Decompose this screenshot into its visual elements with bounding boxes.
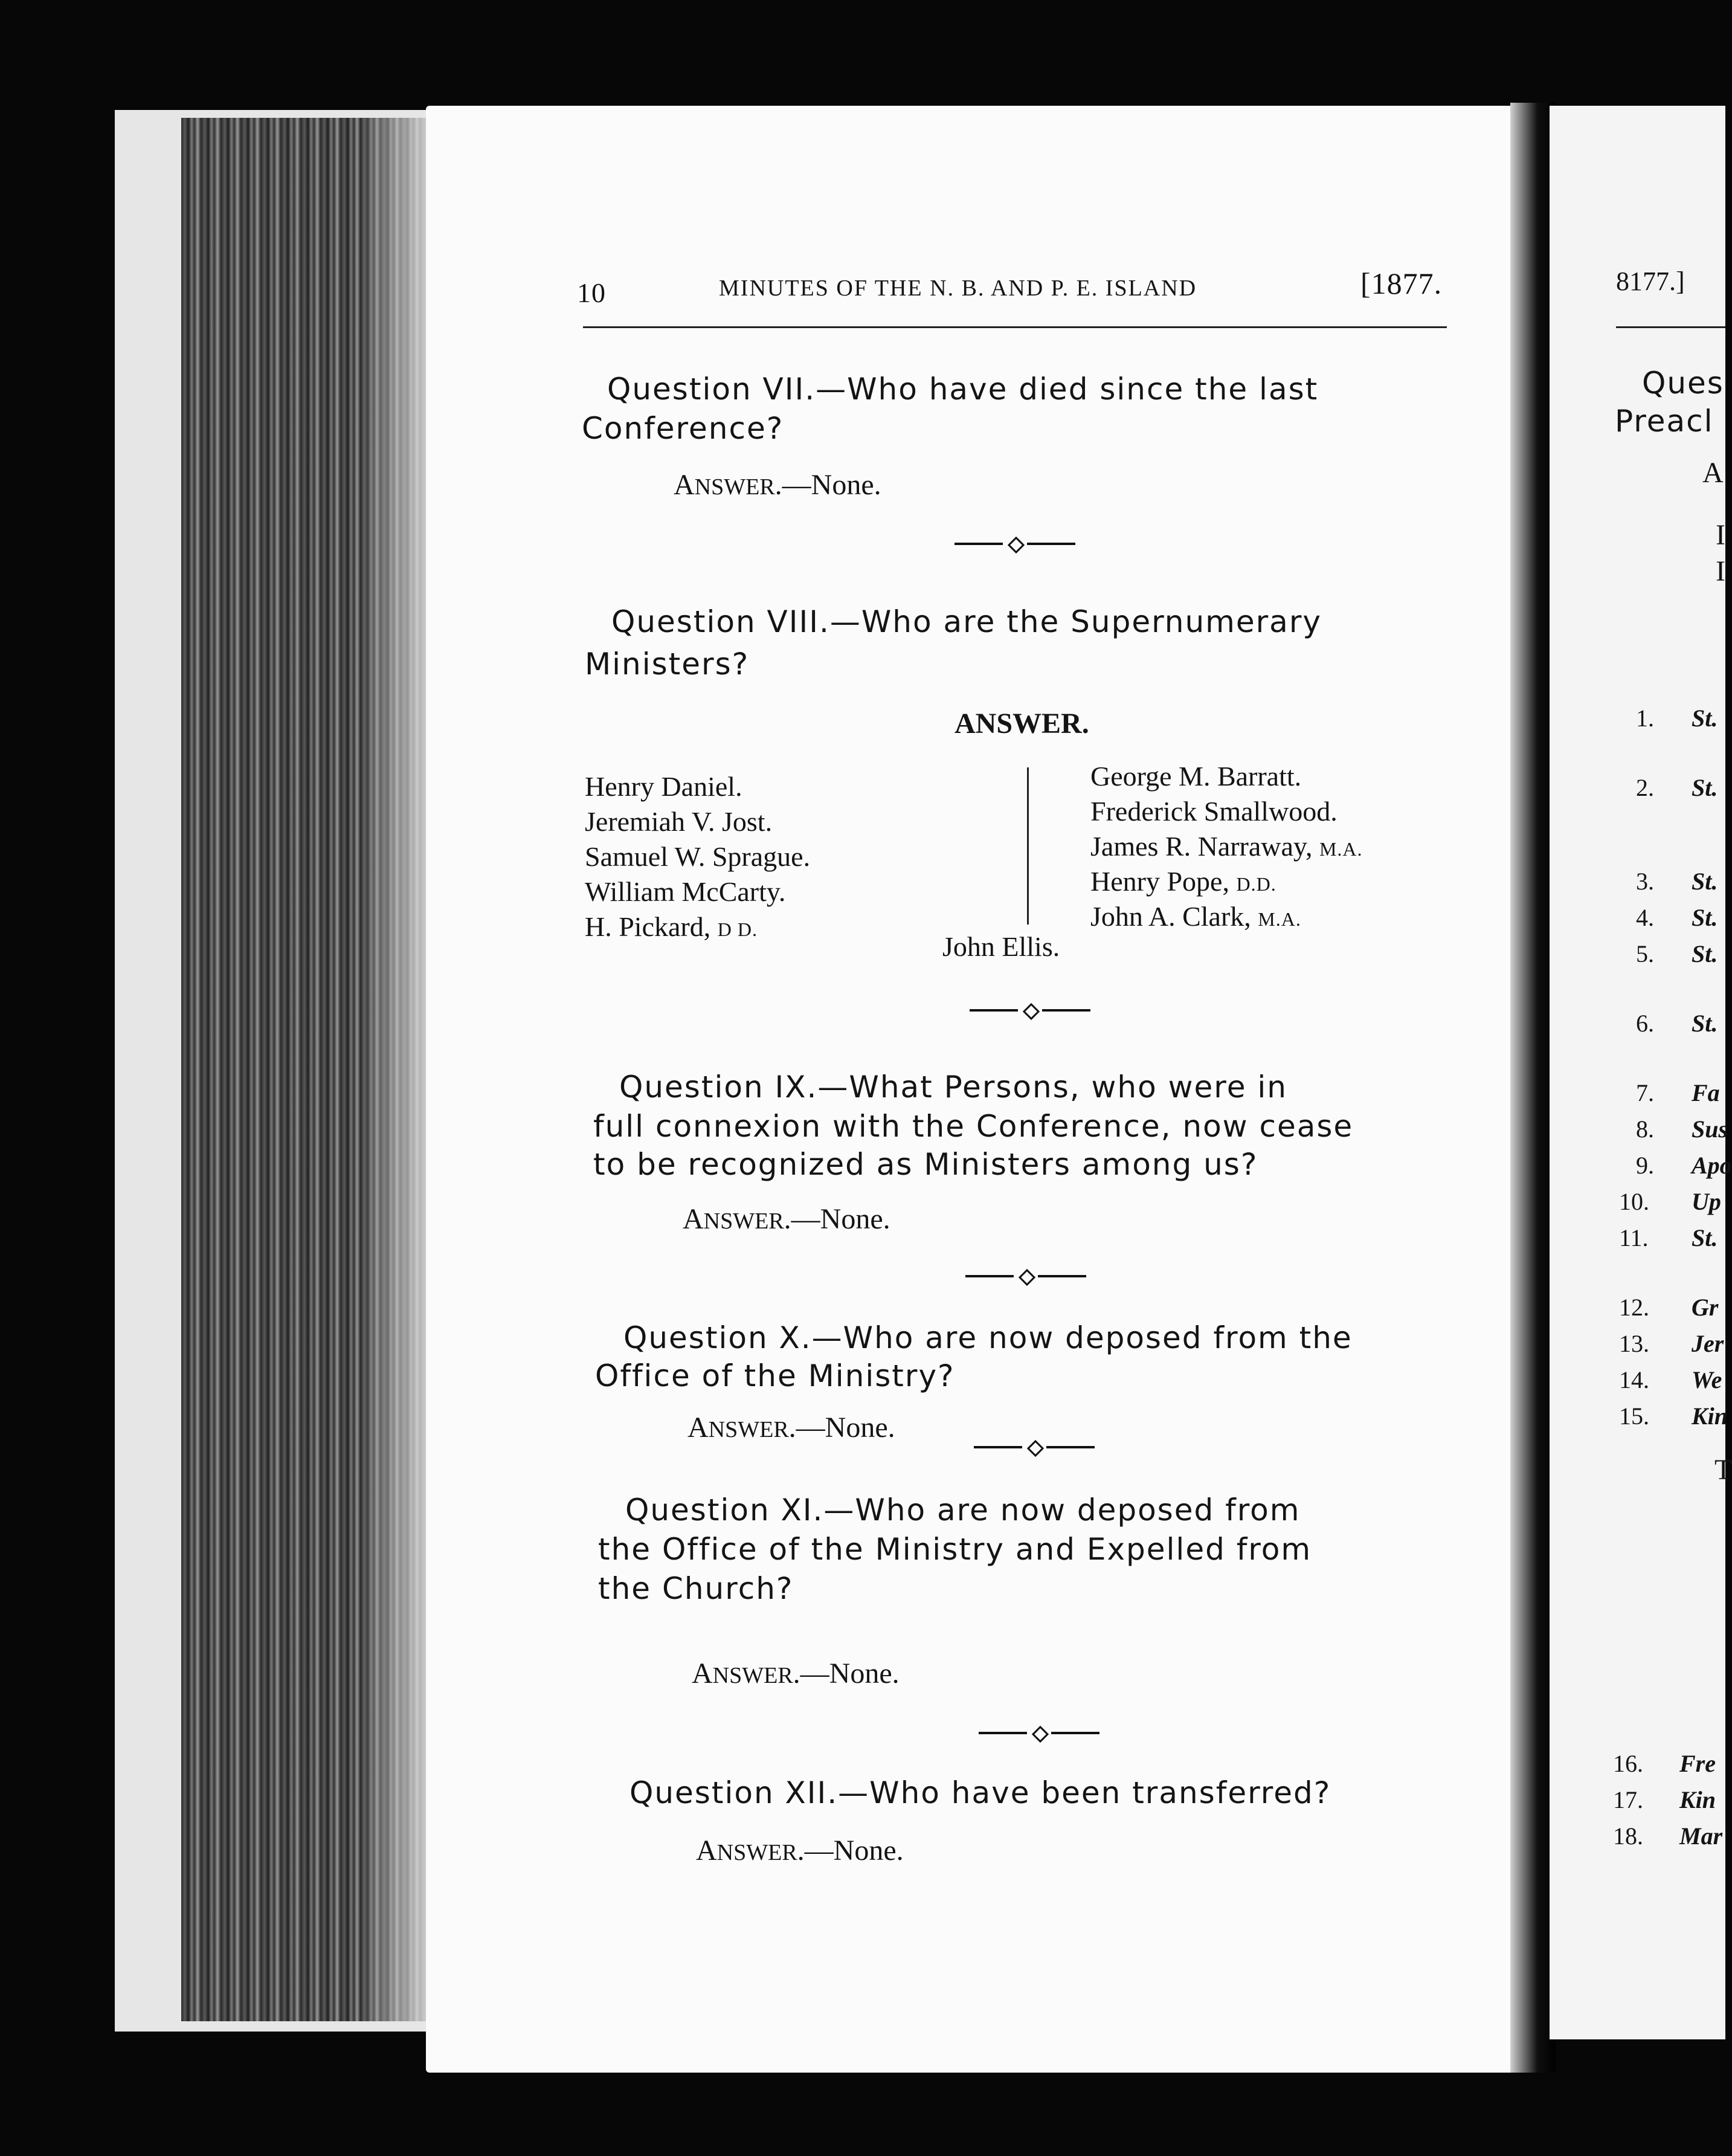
column-divider (1027, 767, 1029, 925)
list-number: 16. (1613, 1750, 1643, 1777)
list-entry: Apo (1692, 1152, 1732, 1179)
facing-fragment: T (1714, 1454, 1732, 1486)
list-number: 9. (1636, 1152, 1654, 1179)
minister-name: Henry Daniel. (585, 771, 742, 802)
minister-name: Samuel W. Sprague. (585, 841, 811, 872)
minister-name: George M. Barratt. (1090, 761, 1302, 792)
facing-header: 8177.] (1616, 266, 1685, 296)
list-number: 14. (1619, 1366, 1649, 1393)
header-year: [1877. (1360, 266, 1443, 300)
list-entry: St. (1692, 940, 1718, 967)
facing-fragment: A (1702, 457, 1724, 489)
list-entry: St. (1692, 1224, 1718, 1251)
list-number: 3. (1636, 868, 1654, 895)
minister-name-bottom: John Ellis. (942, 931, 1060, 962)
question-x-line1: Question X.—Who are now deposed from the (623, 1320, 1353, 1355)
question-x-line2: Office of the Ministry? (595, 1358, 955, 1393)
answer-viii-heading: ANSWER. (955, 708, 1089, 740)
ornament-divider (970, 1004, 1090, 1016)
minister-name: Frederick Smallwood. (1090, 796, 1338, 827)
list-number: 18. (1613, 1822, 1643, 1850)
supernumerary-right-column (1090, 760, 1363, 935)
minister-name: H. Pickard, D D. (585, 911, 758, 942)
list-entry: St. (1692, 868, 1718, 895)
list-number: 7. (1636, 1079, 1654, 1106)
list-entry: Up (1692, 1188, 1721, 1215)
list-entry: Mar (1679, 1822, 1723, 1850)
list-entry: Kin (1692, 1402, 1728, 1430)
question-ix-line1: Question IX.—What Persons, who were in (619, 1070, 1287, 1105)
list-entry: St. (1692, 774, 1718, 801)
ornament-divider (955, 538, 1075, 550)
list-entry: Fa (1692, 1079, 1720, 1106)
facing-header-rule (1616, 326, 1725, 328)
question-viii-line1: Question VIII.—Who are the Supernumerary (611, 604, 1322, 639)
list-entry: Kin (1679, 1786, 1716, 1813)
book-gutter (1510, 103, 1556, 2073)
minister-name: Jeremiah V. Jost. (585, 806, 773, 837)
list-number: 15. (1619, 1402, 1649, 1430)
list-entry: Gr (1692, 1294, 1719, 1321)
supernumerary-left-column (585, 770, 810, 946)
list-number: 10. (1619, 1188, 1649, 1215)
list-entry: Sus (1692, 1115, 1728, 1143)
facing-fragment: I (1716, 519, 1725, 551)
list-entry: We (1692, 1366, 1722, 1393)
list-number: 8. (1636, 1115, 1654, 1143)
list-entry: St. (1692, 904, 1718, 931)
facing-fragment: Preacl (1615, 404, 1714, 439)
answer-xii: ANSWER.—None. (696, 1835, 904, 1867)
minister-name: James R. Narraway, M.A. (1090, 831, 1363, 862)
question-ix-line3: to be recognized as Ministers among us? (593, 1147, 1258, 1182)
list-number: 4. (1636, 904, 1654, 931)
minister-name: William McCarty. (585, 876, 786, 907)
question-xi-line2: the Office of the Ministry and Expelled from (598, 1532, 1312, 1567)
list-number: 13. (1619, 1330, 1649, 1357)
question-vii-line1: Question VII.—Who have died since the last (607, 372, 1319, 407)
list-number: 1. (1636, 705, 1654, 732)
answer-ix: ANSWER.—None. (683, 1203, 890, 1235)
list-entry: Fre (1679, 1750, 1716, 1777)
facing-fragment: Ques (1642, 366, 1724, 401)
list-number: 5. (1636, 940, 1654, 967)
minister-name: John A. Clark, M.A. (1090, 901, 1301, 932)
list-number: 6. (1636, 1010, 1654, 1037)
question-xi-line1: Question XI.—Who are now deposed from (625, 1493, 1301, 1528)
running-title: MINUTES OF THE N. B. AND P. E. ISLAND (719, 276, 1197, 301)
minister-name: Henry Pope, D.D. (1090, 866, 1276, 897)
list-number: 17. (1613, 1786, 1643, 1813)
page-number: 10 (577, 277, 606, 308)
header-rule (583, 326, 1447, 328)
question-ix-line2: full connexion with the Conference, now cease (593, 1109, 1354, 1144)
list-number: 12. (1619, 1294, 1649, 1321)
answer-x: ANSWER.—None. (687, 1412, 895, 1444)
question-vii-line2: Conference? (582, 411, 784, 446)
question-viii-line2: Ministers? (585, 647, 750, 682)
facing-fragment: I (1716, 555, 1725, 587)
ornament-divider (974, 1441, 1095, 1453)
list-entry: St. (1692, 1010, 1718, 1037)
answer-vii: ANSWER.—None. (674, 469, 881, 501)
question-xi-line3: the Church? (598, 1571, 794, 1606)
answer-xi: ANSWER.—None. (692, 1657, 900, 1690)
question-xii-line1: Question XII.—Who have been transferred? (629, 1775, 1331, 1810)
list-number: 11. (1619, 1224, 1649, 1251)
list-entry: St. (1692, 705, 1718, 732)
list-entry: Jer (1692, 1330, 1724, 1357)
ornament-divider (979, 1727, 1099, 1739)
list-number: 2. (1636, 774, 1654, 801)
ornament-divider (965, 1270, 1086, 1282)
